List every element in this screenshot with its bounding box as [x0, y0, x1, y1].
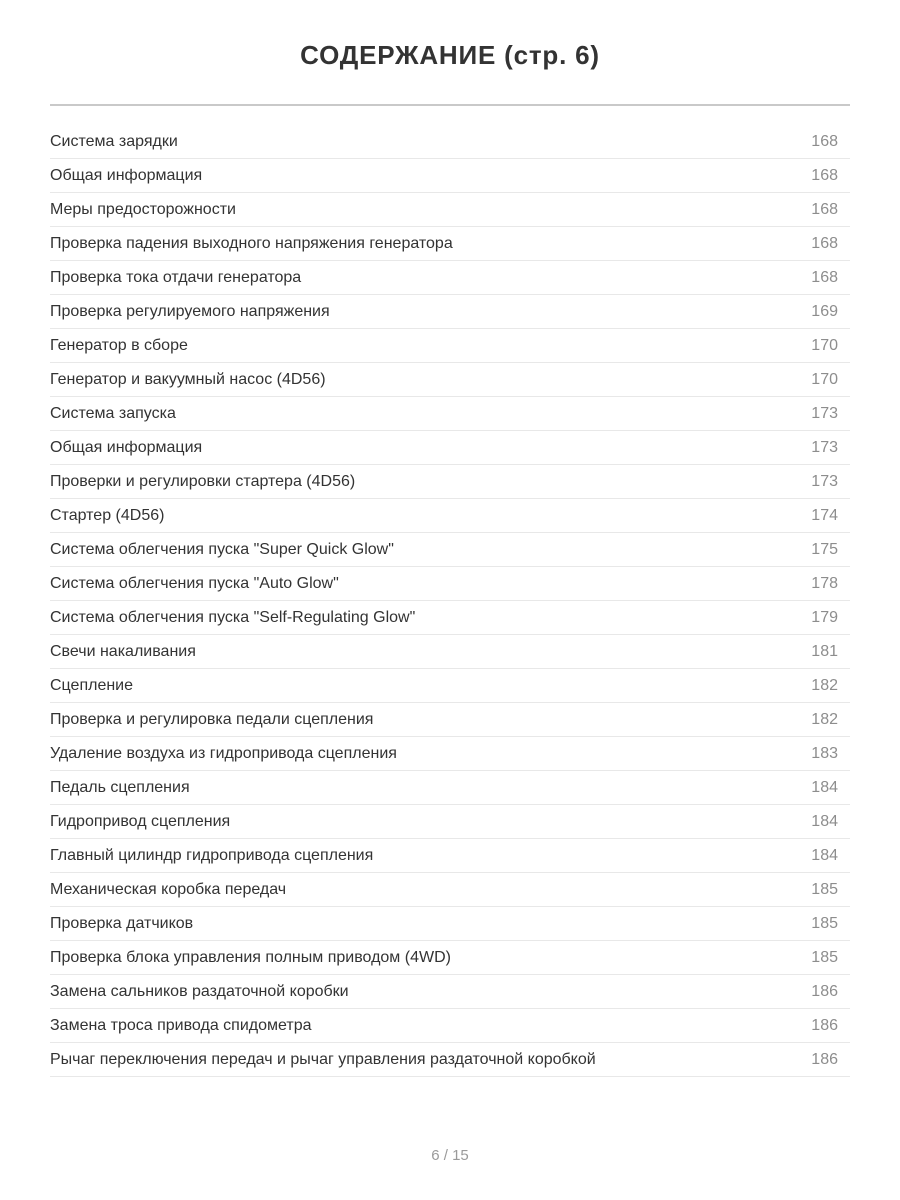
toc-entry-page: 170: [811, 370, 838, 388]
toc-entry-page: 168: [811, 166, 838, 184]
toc-row[interactable]: [50, 1043, 850, 1077]
toc-entry-page: 169: [811, 302, 838, 320]
toc-row[interactable]: [50, 295, 850, 329]
toc-row[interactable]: [50, 669, 850, 703]
toc-entry-label: Стартер (4D56): [50, 506, 165, 524]
toc-entry-label: Система облегчения пуска "Auto Glow": [50, 574, 339, 592]
toc-entry-page: 185: [811, 880, 838, 898]
toc-entry-label: Генератор в сборе: [50, 336, 188, 354]
toc-row[interactable]: [50, 839, 850, 873]
toc-entry-label: Проверка датчиков: [50, 914, 194, 932]
toc-row[interactable]: [50, 907, 850, 941]
toc-entry-page: 185: [811, 948, 838, 966]
toc-entry-label: Гидропривод сцепления: [50, 812, 231, 830]
toc-row[interactable]: [50, 941, 850, 975]
toc-row[interactable]: [50, 635, 850, 669]
toc-row[interactable]: [50, 125, 850, 159]
toc-row[interactable]: [50, 159, 850, 193]
toc-entry-label: Удаление воздуха из гидропривода сцепления: [50, 744, 397, 762]
toc-entry-label: Механическая коробка передач: [50, 880, 287, 898]
toc-row[interactable]: [50, 499, 850, 533]
toc-entry-label: Система облегчения пуска "Self-Regulating Glow": [50, 608, 416, 626]
toc-entry-page: 168: [811, 132, 838, 150]
toc-entry-page: 186: [811, 1050, 838, 1068]
toc-row[interactable]: [50, 975, 850, 1009]
toc-entry-label: Общая информация: [50, 166, 203, 184]
toc-row[interactable]: [50, 431, 850, 465]
toc-entry-page: 179: [811, 608, 838, 626]
toc-row[interactable]: [50, 703, 850, 737]
toc-entry-label: Свечи накаливания: [50, 642, 196, 660]
header-divider: [50, 104, 850, 106]
toc-entry-label: Система облегчения пуска "Super Quick Glow": [50, 540, 394, 558]
toc-entry-page: 173: [811, 438, 838, 456]
toc-entry-label: Рычаг переключения передач и рычаг управления раздаточной коробкой: [50, 1050, 596, 1068]
toc-entry-label: Педаль сцепления: [50, 778, 190, 796]
toc-row[interactable]: [50, 737, 850, 771]
toc-entry-page: 168: [811, 234, 838, 252]
toc-entry-page: 173: [811, 404, 838, 422]
toc-entry-label: Замена троса привода спидометра: [50, 1016, 312, 1034]
toc-entry-label: Проверка падения выходного напряжения генератора: [50, 234, 453, 252]
toc-entry-label: Проверка тока отдачи генератора: [50, 268, 302, 286]
toc-row[interactable]: [50, 601, 850, 635]
toc-row[interactable]: [50, 805, 850, 839]
toc-entry-page: 178: [811, 574, 838, 592]
toc-entry-page: 175: [811, 540, 838, 558]
toc-row[interactable]: [50, 873, 850, 907]
toc-entry-page: 168: [811, 200, 838, 218]
toc-entry-label: Общая информация: [50, 438, 203, 456]
toc-row[interactable]: [50, 771, 850, 805]
toc-entry-page: 182: [811, 676, 838, 694]
toc-row[interactable]: [50, 329, 850, 363]
toc-row[interactable]: [50, 227, 850, 261]
toc-entry-label: Сцепление: [50, 676, 134, 694]
toc-entry-page: 170: [811, 336, 838, 354]
toc-row[interactable]: [50, 363, 850, 397]
toc-row[interactable]: [50, 261, 850, 295]
toc-row[interactable]: [50, 567, 850, 601]
toc-row[interactable]: [50, 397, 850, 431]
toc-entry-label: Меры предосторожности: [50, 200, 236, 218]
toc-entry-label: Главный цилиндр гидропривода сцепления: [50, 846, 374, 864]
toc-entry-page: 186: [811, 1016, 838, 1034]
toc-entry-page: 181: [811, 642, 838, 660]
page-indicator: 6 / 15: [431, 1147, 469, 1164]
toc-entry-label: Проверка и регулировка педали сцепления: [50, 710, 374, 728]
toc-entry-page: 185: [811, 914, 838, 932]
toc-page: [50, 0, 850, 1164]
toc-row[interactable]: [50, 1009, 850, 1043]
toc-entry-label: Проверки и регулировки стартера (4D56): [50, 472, 356, 490]
toc-row[interactable]: [50, 465, 850, 499]
toc-entry-label: Проверка регулируемого напряжения: [50, 302, 330, 320]
page-title: СОДЕРЖАНИЕ (стр. 6): [300, 40, 600, 70]
toc-entry-page: 184: [811, 812, 838, 830]
toc-entry-label: Замена сальников раздаточной коробки: [50, 982, 349, 1000]
toc-entry-label: Генератор и вакуумный насос (4D56): [50, 370, 326, 388]
toc-entry-page: 168: [811, 268, 838, 286]
toc-list: [50, 125, 850, 1077]
toc-row[interactable]: [50, 533, 850, 567]
toc-entry-label: Проверка блока управления полным приводом (4WD): [50, 948, 451, 966]
toc-entry-page: 184: [811, 846, 838, 864]
toc-entry-page: 174: [811, 506, 838, 524]
toc-row[interactable]: [50, 193, 850, 227]
toc-entry-page: 186: [811, 982, 838, 1000]
toc-entry-page: 173: [811, 472, 838, 490]
toc-entry-label: Система зарядки: [50, 132, 178, 150]
toc-entry-page: 182: [811, 710, 838, 728]
toc-entry-page: 184: [811, 778, 838, 796]
toc-entry-label: Система запуска: [50, 404, 176, 422]
toc-entry-page: 183: [811, 744, 838, 762]
